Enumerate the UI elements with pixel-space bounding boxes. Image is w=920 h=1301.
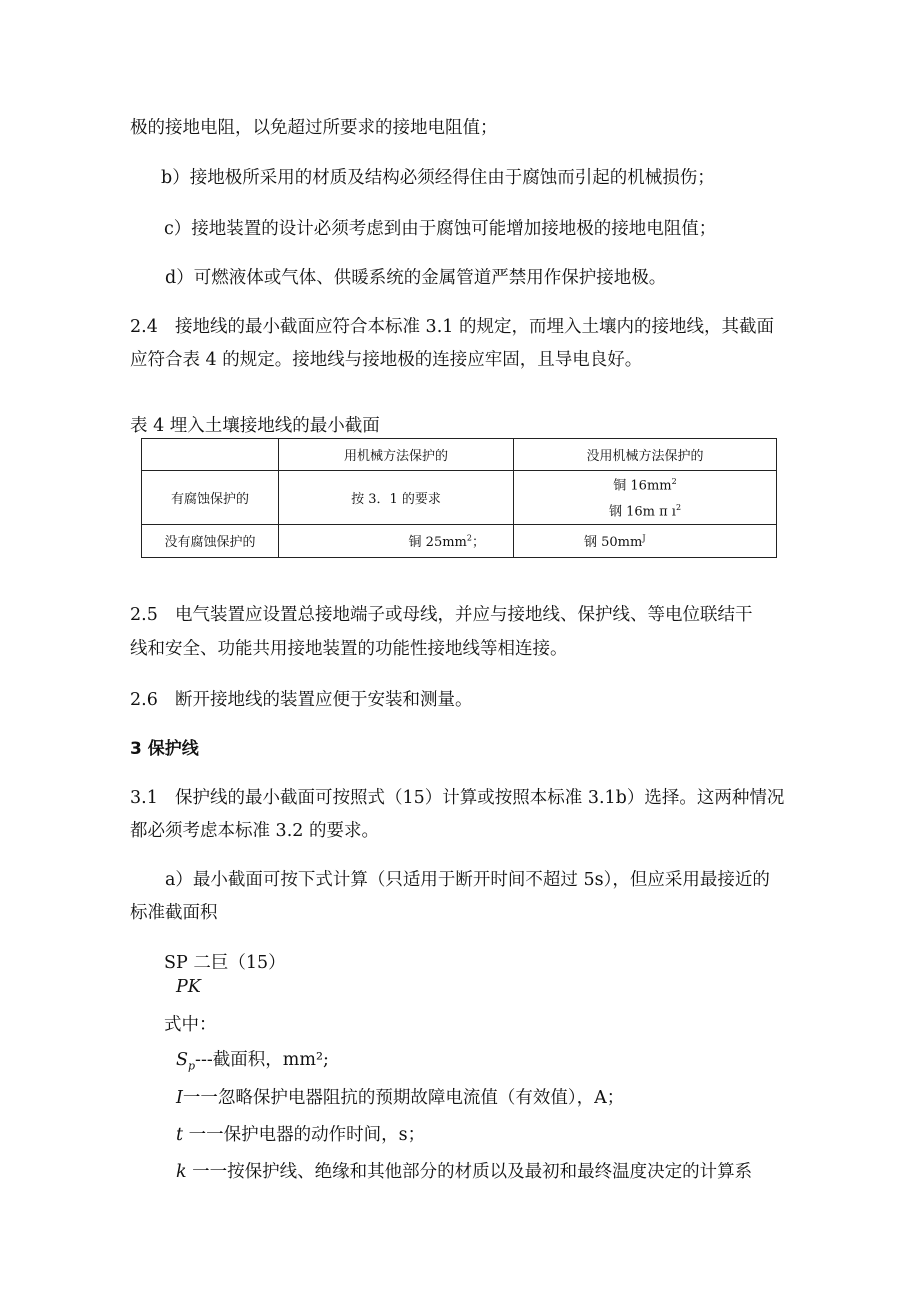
table-header-cell [142, 439, 279, 471]
symbol-subscript: p [188, 1059, 196, 1073]
definition-t [176, 1123, 425, 1147]
item-a-line-1: a）最小截面可按下式计算（只适用于断开时间不超过 5s），但应采用最接近的 [165, 870, 770, 890]
symbol: t [176, 1125, 184, 1145]
section-number: 2.5 [130, 605, 158, 625]
section-2-5-line-2: 线和安全、功能共用接地装置的功能性接地线等相连接。 [130, 639, 568, 659]
row-label: 没有腐蚀保护的 [142, 524, 279, 557]
item-a-line-2: 标准截面积 [130, 903, 218, 923]
min-section-table [141, 438, 777, 558]
definition-text: ---截面积，mm²; [195, 1050, 329, 1070]
paragraph-line: 极的接地电阻，以免超过所要求的接地电阻值； [130, 118, 498, 138]
where-label: 式中： [164, 1015, 217, 1035]
table-header-cell: 没用机械方法保护的 [514, 439, 777, 471]
steel-value: 钢 16m π $ı^2$ [608, 503, 682, 520]
section-text: 电气装置应设置总接地端子或母线，并应与接地线、保护线、等电位联结干 [175, 605, 753, 625]
section-2-4-line-2: 应符合表 4 的规定。接地线与接地极的连接应牢固，且导电良好。 [130, 350, 643, 370]
definition-text: 一一按保护线、绝缘和其他部分的材质以及最初和最终温度决定的计算系 [186, 1162, 753, 1182]
section-text: 保护线的最小截面可按照式（15）计算或按照本标准 3.1b）选择。这两种情况 [175, 788, 785, 808]
table-cell: 铜 $25mm^2$； [279, 524, 514, 557]
table-row [142, 524, 777, 557]
item-d: d）可燃液体或气体、供暖系统的金属管道严禁用作保护接地极。 [165, 268, 667, 288]
definition-k [176, 1160, 752, 1184]
symbol: k [176, 1162, 187, 1182]
section-2-5-line-1 [130, 603, 753, 627]
table-caption: 表 4 埋入土壤接地线的最小截面 [130, 416, 380, 436]
formula-top: SP 二巨（15） [164, 953, 286, 973]
definition-sp [176, 1048, 329, 1079]
table-header-row [142, 439, 777, 471]
table-header-cell: 用机械方法保护的 [279, 439, 514, 471]
section-number: 2.6 [130, 690, 158, 710]
table-cell [514, 471, 777, 525]
table-cell: 按 3．1 的要求 [279, 471, 514, 525]
table-row [142, 471, 777, 525]
formula-bottom: PK [176, 977, 201, 997]
definition-text: 一一保护电器的动作时间，s； [183, 1125, 426, 1145]
section-number: 3.1 [130, 788, 158, 808]
row-label: 有腐蚀保护的 [142, 471, 279, 525]
section-text: 接地线的最小截面应符合本标准 3.1 的规定，而埋入土壤内的接地线，其截面 [175, 317, 774, 337]
section-2-6 [130, 688, 473, 712]
section-number: 2.4 [130, 317, 158, 337]
definition-i [176, 1086, 624, 1110]
symbol: I [176, 1088, 183, 1108]
table-cell: 钢 $50mm^J$ [514, 524, 777, 557]
item-c: c）接地装置的设计必须考虑到由于腐蚀可能增加接地极的接地电阻值； [164, 219, 717, 239]
section-2-4-line-1 [130, 315, 774, 339]
item-b: b）接地极所采用的材质及结构必须经得住由于腐蚀而引起的机械损伤； [161, 168, 715, 188]
copper-value: 铜 $16mm^2$ [613, 477, 677, 494]
section-3-1-line-2: 都必须考虑本标准 3.2 的要求。 [130, 821, 379, 841]
definition-text: 一一忽略保护电器阻抗的预期故障电流值（有效值），A； [182, 1088, 625, 1108]
section-3-1-line-1 [130, 786, 784, 810]
section-text: 断开接地线的装置应便于安装和测量。 [175, 690, 473, 710]
section-heading: 3 保护线 [130, 739, 199, 759]
symbol: S [176, 1050, 188, 1070]
